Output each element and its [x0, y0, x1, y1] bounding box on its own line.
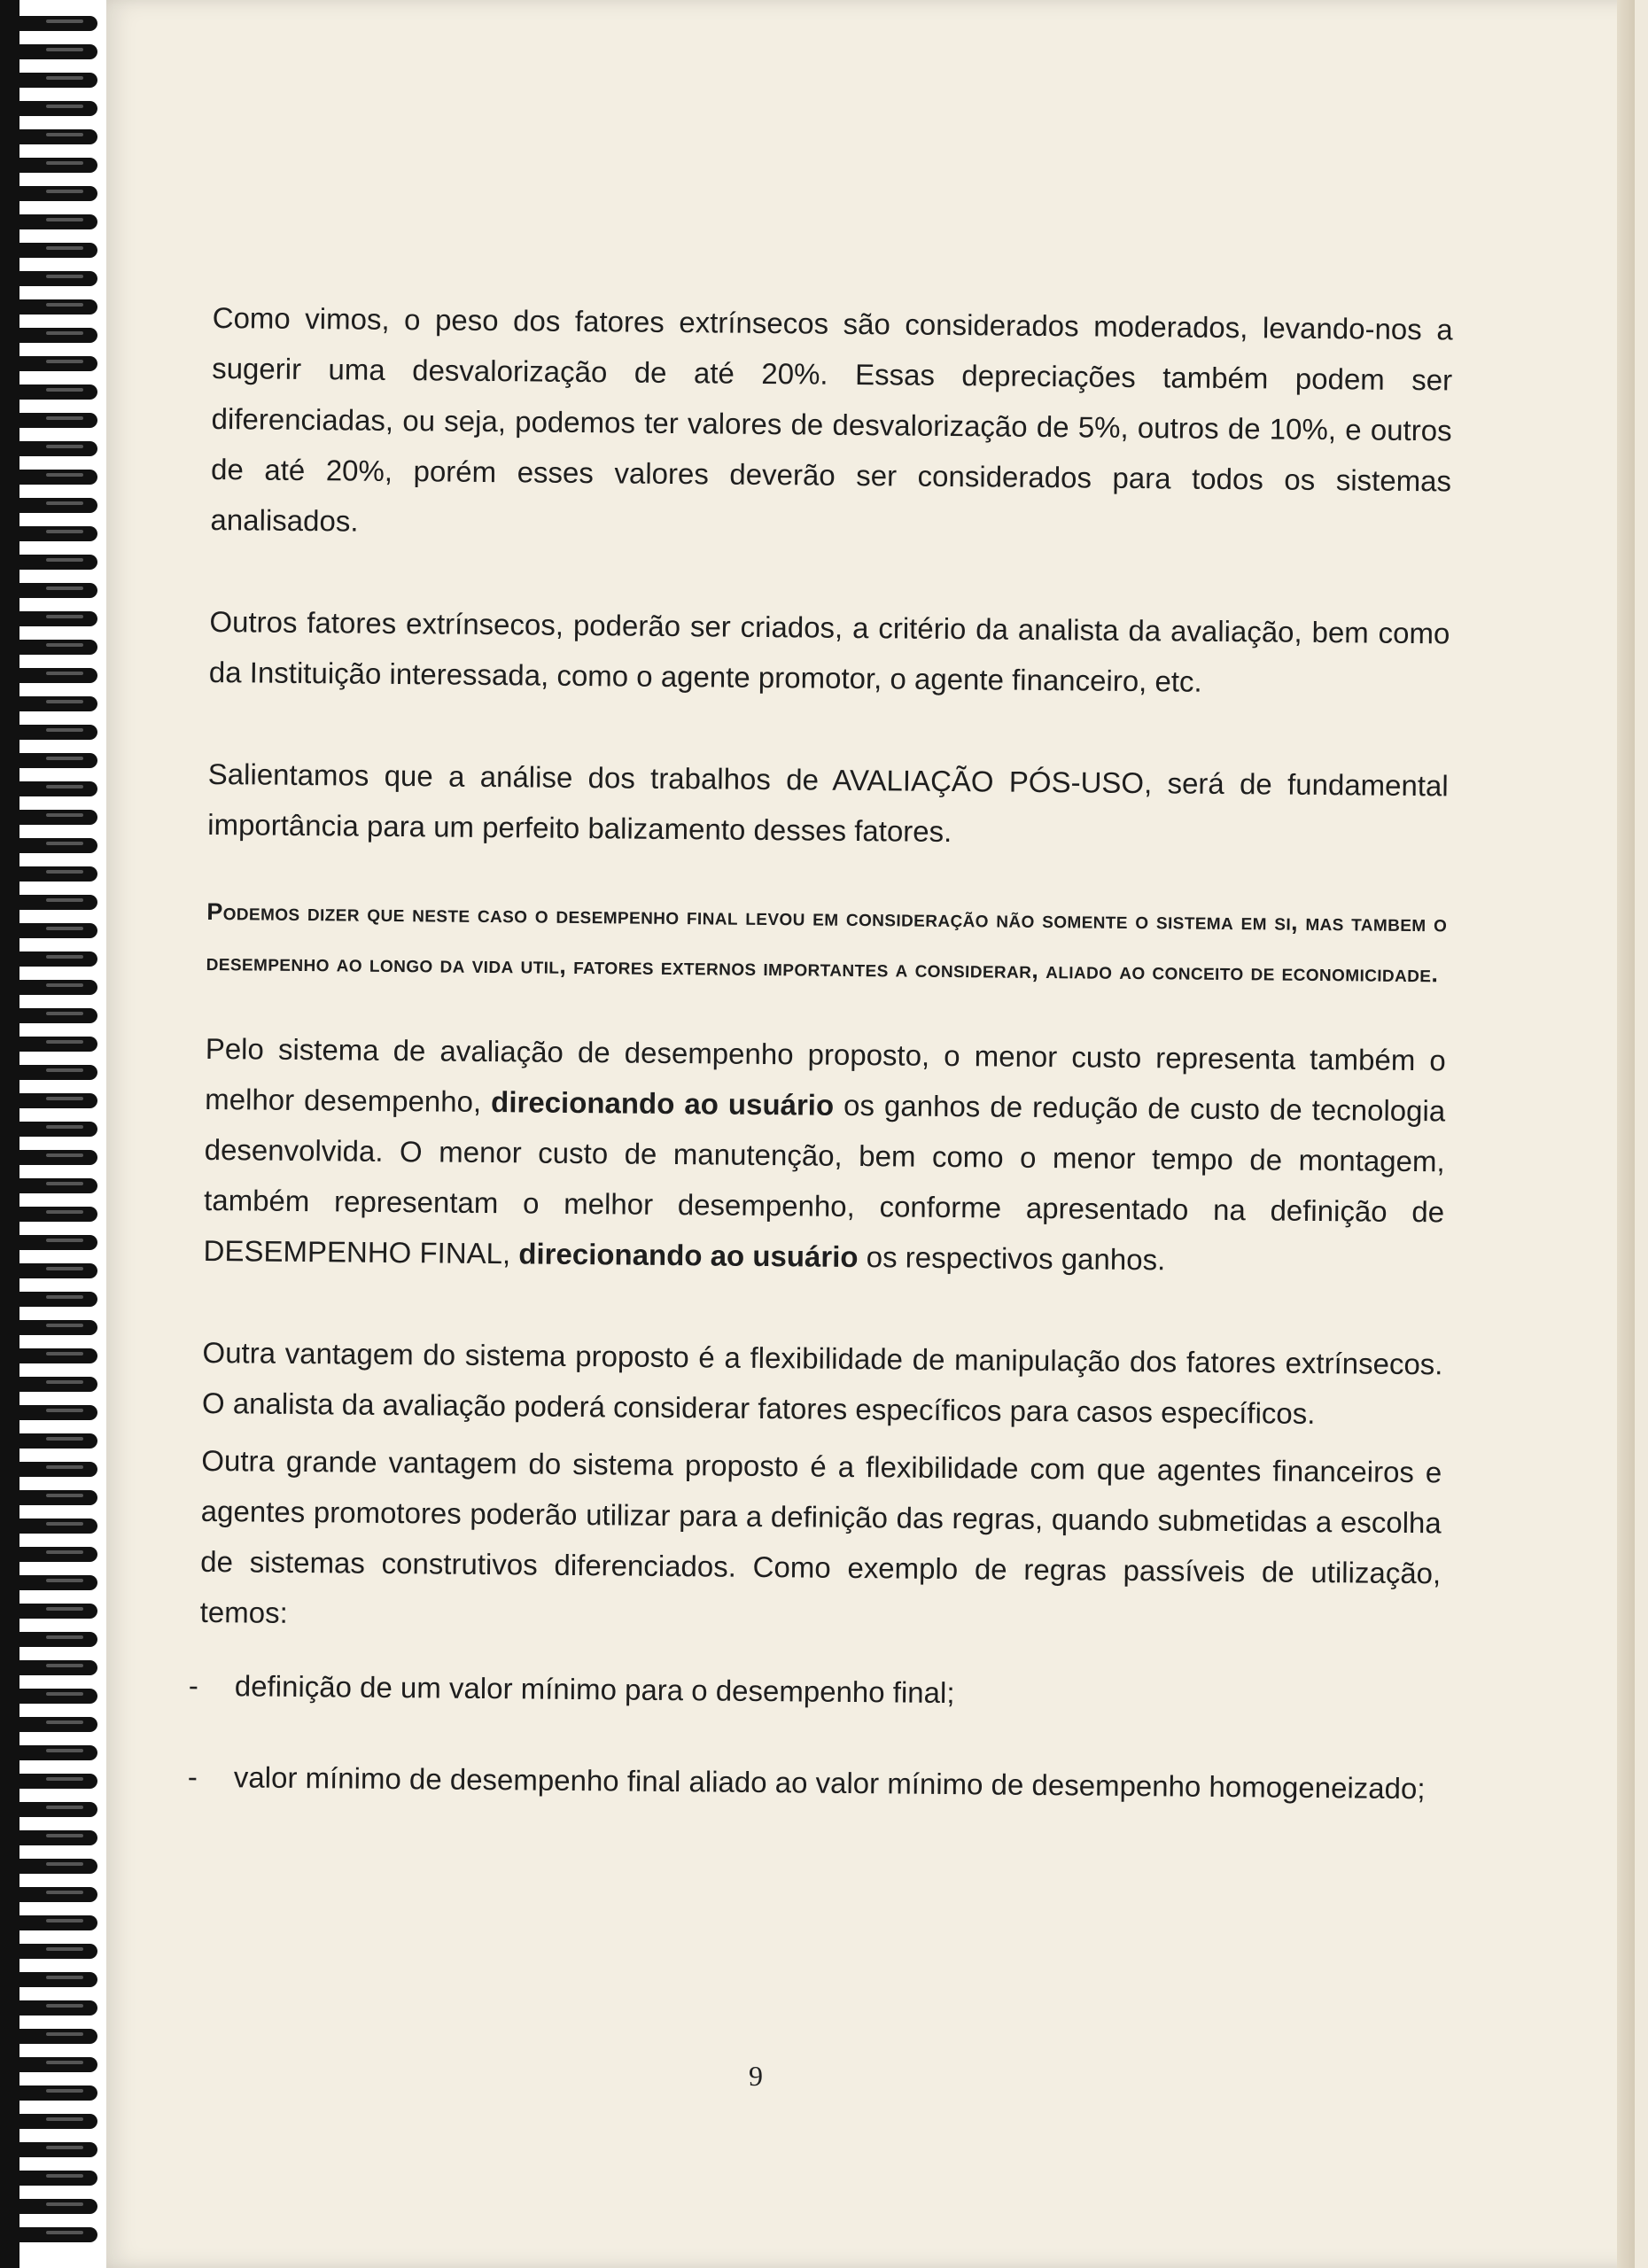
binding-ring — [0, 1462, 97, 1477]
binding-ring — [0, 470, 97, 485]
binding-ring — [0, 838, 97, 853]
binding-ring — [0, 555, 97, 570]
binding-ring — [0, 1717, 97, 1732]
binding-ring — [0, 2085, 97, 2101]
list-dash: - — [187, 1759, 198, 1793]
binding-ring — [0, 1774, 97, 1789]
binding-ring — [0, 696, 97, 711]
list-item-text: definição de um valor mínimo para o desempenho final; — [234, 1669, 955, 1710]
binding-ring — [0, 1915, 97, 1930]
page-edge — [1617, 0, 1635, 2268]
binding-ring — [0, 1405, 97, 1420]
binding-ring — [0, 951, 97, 967]
rules-list — [187, 1660, 1440, 1814]
binding-ring — [0, 753, 97, 768]
binding-ring — [0, 725, 97, 740]
binding-ring — [0, 1972, 97, 1987]
binding-ring — [0, 1632, 97, 1647]
binding-ring — [0, 583, 97, 598]
paragraph-other-extrinsic-factors: Outros fatores extrínsecos, poderão ser criados, a critério da analista da avaliação, bem como da Instituição interessada, como o agente promotor, o agente financeiro, etc. — [208, 604, 1450, 698]
list-item-text: valor mínimo de desempenho final aliado ao valor mínimo de desempenho homogeneizado; — [233, 1760, 1426, 1806]
binding-ring — [0, 1065, 97, 1080]
binding-ring — [0, 299, 97, 315]
binding-ring — [0, 243, 97, 258]
paragraph-flexibility-extrinsic: Outra vantagem do sistema proposto é a flexibilidade de manipulação dos fatores extrínsecos. O analista da avaliação poderá considerar fatores específicos para casos específicos. — [201, 1335, 1443, 1431]
binding-ring — [0, 1292, 97, 1307]
binding-ring — [0, 810, 97, 825]
binding-ring — [0, 1547, 97, 1562]
binding-ring — [0, 1802, 97, 1817]
binding-ring — [0, 1433, 97, 1449]
binding-ring — [0, 44, 97, 59]
binding-ring — [0, 1377, 97, 1392]
binding-ring — [0, 1263, 97, 1278]
binding-ring — [0, 781, 97, 796]
paragraph-4-text-3: os respectivos ganhos. — [858, 1240, 1166, 1277]
binding-ring — [0, 895, 97, 910]
binding-ring — [0, 1575, 97, 1590]
paragraph-4-text-2: os ganhos de redução de custo de tecnologia desenvolvida. O menor custo de manutenção, bem como o menor tempo de montagem, também representam o melhor desempenho, conforme apresentado na definição de DESEMPENHO FINAL, — [203, 1088, 1446, 1270]
binding-ring — [0, 640, 97, 655]
binding-ring — [0, 16, 97, 31]
paragraph-4-emphasis-2: direcionando ao usuário — [518, 1237, 859, 1274]
binding-ring — [0, 158, 97, 173]
binding-ring — [0, 1178, 97, 1193]
binding-ring — [0, 214, 97, 229]
binding-ring — [0, 1745, 97, 1760]
binding-ring — [0, 1093, 97, 1108]
binding-ring — [0, 186, 97, 201]
binding-ring — [0, 1037, 97, 1052]
page-text-body — [187, 292, 1453, 1854]
binding-ring — [0, 980, 97, 995]
binding-ring — [0, 356, 97, 371]
binding-ring — [0, 413, 97, 428]
binding-ring — [0, 526, 97, 541]
paragraph-final-performance-note: Podemos dizer que neste caso o desempenho final levou em consideração não somente o sistema em si, mas tambem o desempenho ao longo da vida util, fatores externos importantes a considerar, aliado ao conceito de economicidade. — [206, 897, 1448, 988]
binding-ring — [0, 2057, 97, 2072]
list-item — [188, 1660, 1440, 1722]
list-dash: - — [188, 1668, 199, 1702]
binding-ring — [0, 1320, 97, 1335]
binding-ring — [0, 1944, 97, 1959]
binding-ring — [0, 384, 97, 400]
binding-ring — [0, 1604, 97, 1619]
binding-ring — [0, 2199, 97, 2214]
binding-ring — [0, 1348, 97, 1363]
binding-ring — [0, 1518, 97, 1534]
binding-ring — [0, 1122, 97, 1137]
binding-ring — [0, 2227, 97, 2242]
binding-ring — [0, 2114, 97, 2129]
binding-ring — [0, 1150, 97, 1165]
binding-ring — [0, 1859, 97, 1874]
binding-ring — [0, 2000, 97, 2016]
binding-ring — [0, 1660, 97, 1675]
binding-ring — [0, 1235, 97, 1250]
paragraph-performance-system — [203, 1023, 1446, 1287]
paragraph-flexibility-agents: Outra grande vantagem do sistema proposto é a flexibilidade com que agentes financeiros e agentes promotores poderão utilizar para a definição das regras, quando submetidas a escolha de sistemas construtivos diferenciados. Como exemplo de regras passíveis de utilização, temos: — [199, 1443, 1442, 1629]
spiral-binding — [0, 0, 111, 2268]
binding-ring — [0, 1008, 97, 1023]
binding-ring — [0, 611, 97, 626]
binding-ring — [0, 1830, 97, 1845]
binding-ring — [0, 2142, 97, 2157]
binding-ring — [0, 2029, 97, 2044]
binding-ring — [0, 101, 97, 116]
binding-ring — [0, 1689, 97, 1704]
binding-ring — [0, 2171, 97, 2186]
binding-ring — [0, 328, 97, 343]
binding-ring — [0, 1207, 97, 1222]
paragraph-4-text-1: Pelo sistema de avaliação de desempenho proposto, o menor custo representa também o melhor desempenho, — [205, 1031, 1446, 1119]
binding-ring — [0, 866, 97, 882]
binding-ring — [0, 271, 97, 286]
binding-ring — [0, 498, 97, 513]
binding-ring — [0, 441, 97, 456]
binding-ring — [0, 923, 97, 938]
binding-ring — [0, 1490, 97, 1505]
binding-ring — [0, 73, 97, 88]
paragraph-extrinsic-factors-weight: Como vimos, o peso dos fatores extrínsecos são considerados moderados, levando-nos a sugerir uma desvalorização de até 20%. Essas depreciações também podem ser diferenciadas, ou seja, podemos ter valores de desvalorização de 5%, outros de 10%, e outros de até 20%, porém esses valores deverão ser considerados para todos os sistemas analisados. — [210, 300, 1453, 538]
binding-ring — [0, 129, 97, 144]
paragraph-4-emphasis-1: direcionando ao usuário — [490, 1085, 835, 1122]
paragraph-post-use-evaluation: Salientamos que a análise dos trabalhos de AVALIAÇÃO PÓS-USO, será de fundamental importância para um perfeito balizamento desses fatores. — [207, 757, 1449, 849]
list-item — [187, 1751, 1439, 1814]
page-number: 9 — [749, 2060, 763, 2092]
binding-ring — [0, 668, 97, 683]
binding-ring — [0, 1887, 97, 1902]
